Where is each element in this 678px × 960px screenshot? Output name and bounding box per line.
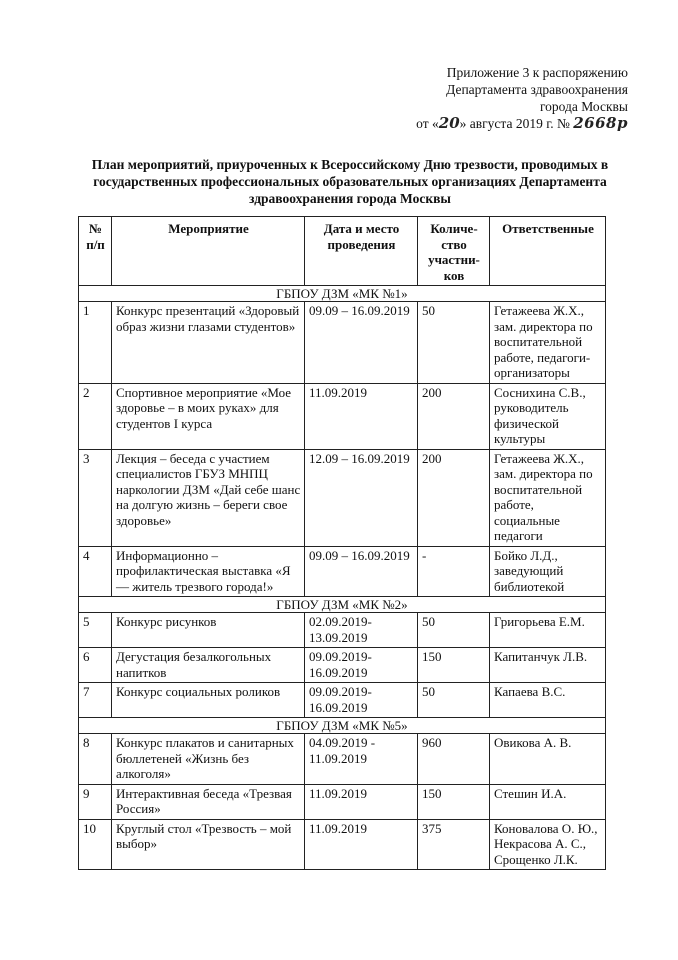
cell-count: 375 bbox=[418, 819, 490, 870]
cell-count: 50 bbox=[418, 683, 490, 718]
cell-count: - bbox=[418, 546, 490, 597]
table-body bbox=[79, 286, 606, 870]
cell-date: 11.09.2019 bbox=[305, 819, 418, 870]
cell-count: 200 bbox=[418, 383, 490, 449]
cell-event: Интерактивная беседа «Трезвая Россия» bbox=[112, 784, 305, 819]
annex-date-line bbox=[416, 115, 628, 132]
cell-responsible: Гетажеева Ж.Х., зам. директора по воспитательной работе, социальные педагоги bbox=[490, 449, 606, 546]
document-number: 2668р bbox=[573, 114, 628, 132]
cell-responsible: Овикова А. В. bbox=[490, 734, 606, 785]
cell-responsible: Стешин И.А. bbox=[490, 784, 606, 819]
cell-number: 5 bbox=[79, 613, 112, 648]
cell-responsible: Соснихина С.В., руководитель физической культуры bbox=[490, 383, 606, 449]
header-row bbox=[79, 217, 606, 286]
cell-responsible: Бойко Л.Д., заведующий библиотекой bbox=[490, 546, 606, 597]
section-row bbox=[79, 597, 606, 613]
cell-number: 6 bbox=[79, 648, 112, 683]
cell-responsible: Коновалова О. Ю., Некрасова А. С., Срощенко Л.К. bbox=[490, 819, 606, 870]
table-row bbox=[79, 819, 606, 870]
cell-number: 1 bbox=[79, 302, 112, 384]
document-title: План мероприятий, приуроченных к Всероссийскому Дню трезвости, проводимых в государственных профессиональных образовательных организациях Департамента здравоохранения города Москвы bbox=[91, 157, 609, 206]
cell-number: 4 bbox=[79, 546, 112, 597]
col-header-number: № п/п bbox=[79, 217, 112, 286]
section-title: ГБПОУ ДЗМ «МК №1» bbox=[79, 286, 606, 302]
section-row bbox=[79, 286, 606, 302]
cell-count: 150 bbox=[418, 648, 490, 683]
table-row bbox=[79, 683, 606, 718]
cell-responsible: Капитанчук Л.В. bbox=[490, 648, 606, 683]
cell-date: 11.09.2019 bbox=[305, 383, 418, 449]
cell-event: Круглый стол «Трезвость – мой выбор» bbox=[112, 819, 305, 870]
cell-count: 960 bbox=[418, 734, 490, 785]
cell-responsible: Капаева В.С. bbox=[490, 683, 606, 718]
table-row bbox=[79, 613, 606, 648]
events-table bbox=[78, 216, 606, 870]
section-title: ГБПОУ ДЗМ «МК №5» bbox=[79, 718, 606, 734]
annex-header bbox=[416, 64, 628, 132]
col-header-responsible: Ответственные bbox=[490, 217, 606, 286]
cell-event: Дегустация безалкогольных напитков bbox=[112, 648, 305, 683]
cell-number: 7 bbox=[79, 683, 112, 718]
section-row bbox=[79, 718, 606, 734]
cell-date: 09.09 – 16.09.2019 bbox=[305, 302, 418, 384]
cell-number: 10 bbox=[79, 819, 112, 870]
cell-date: 11.09.2019 bbox=[305, 784, 418, 819]
table-header bbox=[79, 217, 606, 286]
cell-date: 09.09.2019-16.09.2019 bbox=[305, 648, 418, 683]
col-header-date: Дата и место проведения bbox=[305, 217, 418, 286]
cell-responsible: Гетажеева Ж.Х., зам. директора по воспитательной работе, педагоги-организаторы bbox=[490, 302, 606, 384]
table-row bbox=[79, 449, 606, 546]
cell-event: Конкурс рисунков bbox=[112, 613, 305, 648]
annex-line-1: Приложение 3 к распоряжению bbox=[446, 65, 628, 80]
col-header-event: Мероприятие bbox=[112, 217, 305, 286]
cell-date: 12.09 – 16.09.2019 bbox=[305, 449, 418, 546]
cell-event: Конкурс плакатов и санитарных бюллетеней «Жизнь без алкоголя» bbox=[112, 734, 305, 785]
cell-number: 2 bbox=[79, 383, 112, 449]
cell-event: Информационно – профилактическая выставка «Я — житель трезвого города!» bbox=[112, 546, 305, 597]
col-header-count: Количе-ство участни-ков bbox=[418, 217, 490, 286]
annex-line-2: Департамента здравоохранения bbox=[446, 82, 628, 97]
section-title: ГБПОУ ДЗМ «МК №2» bbox=[79, 597, 606, 613]
annex-line-3: города Москвы bbox=[539, 99, 628, 114]
cell-number: 9 bbox=[79, 784, 112, 819]
cell-count: 150 bbox=[418, 784, 490, 819]
cell-count: 200 bbox=[418, 449, 490, 546]
cell-event: Конкурс социальных роликов bbox=[112, 683, 305, 718]
cell-date: 09.09.2019-16.09.2019 bbox=[305, 683, 418, 718]
cell-event: Конкурс презентаций «Здоровый образ жизни глазами студентов» bbox=[112, 302, 305, 384]
table-row bbox=[79, 302, 606, 384]
cell-count: 50 bbox=[418, 613, 490, 648]
cell-event: Спортивное мероприятие «Мое здоровье – в моих руках» для студентов I курса bbox=[112, 383, 305, 449]
cell-date: 04.09.2019 - 11.09.2019 bbox=[305, 734, 418, 785]
table-row bbox=[79, 546, 606, 597]
date-prefix: от « bbox=[416, 116, 439, 131]
cell-date: 09.09 – 16.09.2019 bbox=[305, 546, 418, 597]
date-mid: » августа 2019 г. № bbox=[459, 116, 570, 131]
cell-number: 8 bbox=[79, 734, 112, 785]
table-row bbox=[79, 734, 606, 785]
table-row bbox=[79, 383, 606, 449]
cell-responsible: Григорьева Е.М. bbox=[490, 613, 606, 648]
date-day: 20 bbox=[438, 114, 460, 132]
table-row bbox=[79, 784, 606, 819]
cell-date: 02.09.2019-13.09.2019 bbox=[305, 613, 418, 648]
cell-count: 50 bbox=[418, 302, 490, 384]
cell-number: 3 bbox=[79, 449, 112, 546]
table-row bbox=[79, 648, 606, 683]
cell-event: Лекция – беседа с участием специалистов ГБУЗ МНПЦ наркологии ДЗМ «Дай себе шанс на долгую жизнь – береги свое здоровье» bbox=[112, 449, 305, 546]
